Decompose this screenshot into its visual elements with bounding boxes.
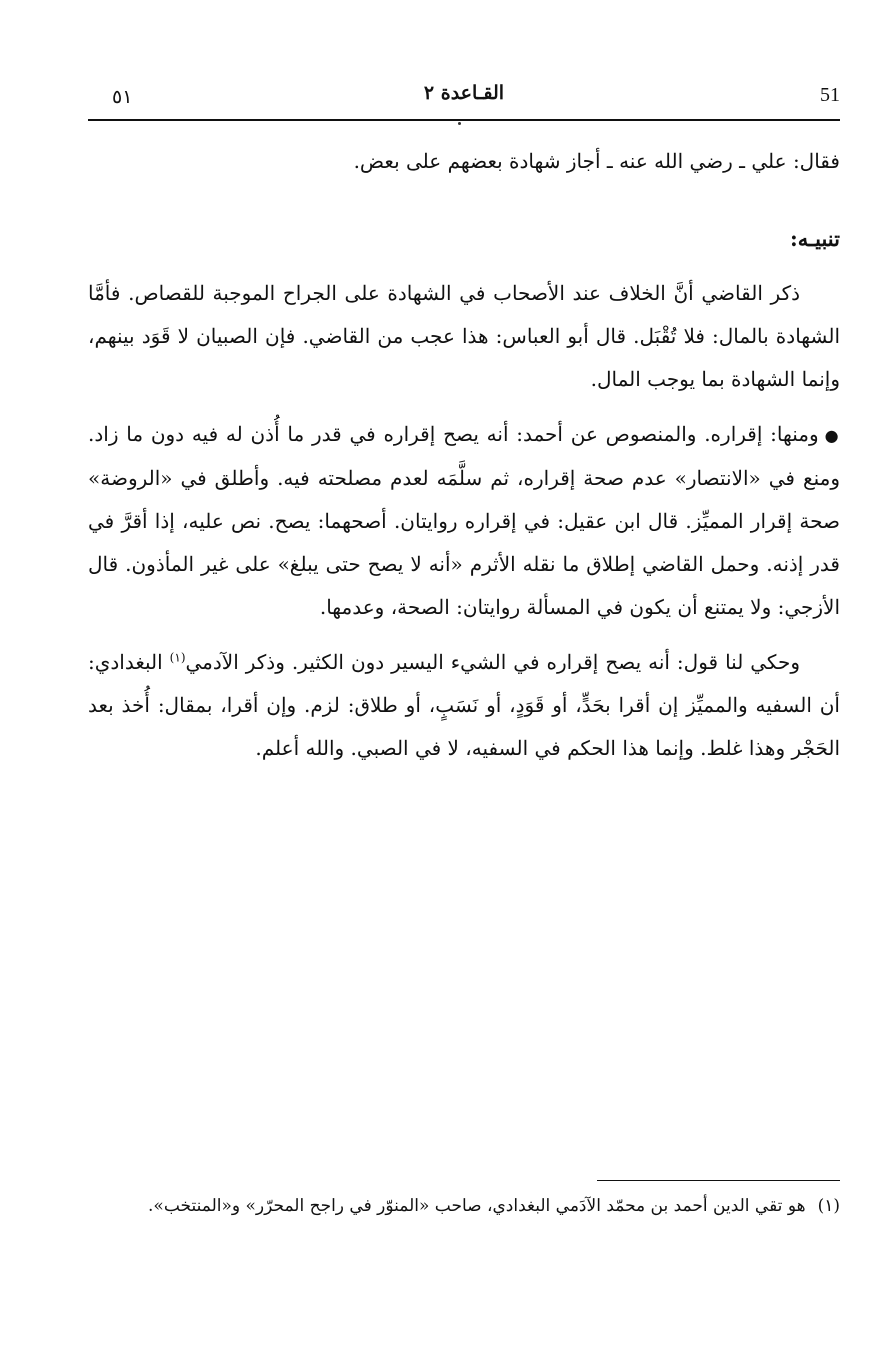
footnote-rule	[597, 1180, 840, 1181]
footnote	[88, 1190, 840, 1222]
footnote-text: هو تقي الدين أحمد بن محمّد الآدَمي البغدادي، صاحب «المنوّر في راجح المحرّر» و«المنتخب».	[148, 1196, 806, 1216]
paragraph-opening: فقال: علي ـ رضي الله عنه ـ أجاز شهادة بعضهم على بعض.	[353, 149, 840, 173]
paragraph-bullet-text: ومنها: إقراره. والمنصوص عن أحمد: أنه يصح إقراره في قدر ما أُذن له فيه دون ما زاد. ومنع في «الانتصار» عدم صحة إقراره، ثم سلَّمَه لعدم مصلحته فيه. وأطلق في «الروضة» صحة إقرار المميِّز. قال ابن عقيل: في إقراره روايتان. أصحهما: يصح. نص عليه، إذا أقرَّ في قدر إذنه. وحمل القاضي إطلاق ما نقله الأثرم «أنه لا يصح حتى يبلغ» على غير المأذون. قال الأزجي: ولا يمتنع أن يكون في المسألة روايتان: الصحة، وعدمها.	[88, 422, 840, 619]
running-title: القـاعدة ٢	[423, 82, 505, 104]
paragraph-note: ذكر القاضي أنَّ الخلاف عند الأصحاب في الشهادة على الجراح الموجبة للقصاص. فأمَّا الشهادة بالمال: فلا تُقْبَل. قال أبو العباس: هذا عجب من القاضي. فإن الصبيان لا قَوَد بينهم، وإنما الشهادة بما يوجب المال.	[88, 281, 840, 391]
paragraph-closing	[88, 641, 840, 770]
paragraph-bullet	[88, 413, 840, 629]
paragraph-closing-part2: البغدادي: أن السفيه والمميِّز إن أقرا بحَدٍّ، أو قَوَدٍ، أو نَسَبٍ، أو طلاق: لزم. وإن أقرا، بمقال: أُخذ بعد الحَجْر وهذا غلط. وإنما هذا الحكم في السفيه، لا في الصبي. والله أعلم.	[88, 650, 840, 760]
header-rule-dot	[458, 122, 461, 125]
header-rule	[88, 119, 840, 121]
paragraph-closing-part1: وحكي لنا قول: أنه يصح إقراره في الشيء اليسير دون الكثير. وذكر الآدمي	[185, 650, 800, 674]
bullet-icon: ●	[824, 426, 840, 445]
page-number-latin: 51	[820, 84, 840, 106]
footnote-reference[interactable]: (١)	[169, 650, 186, 665]
section-heading: تنبيـه:	[789, 226, 840, 251]
page-header	[88, 80, 840, 120]
footnote-number: (١)	[817, 1196, 840, 1216]
main-text	[88, 140, 840, 770]
page-number-arabic: ٥١	[112, 86, 133, 108]
